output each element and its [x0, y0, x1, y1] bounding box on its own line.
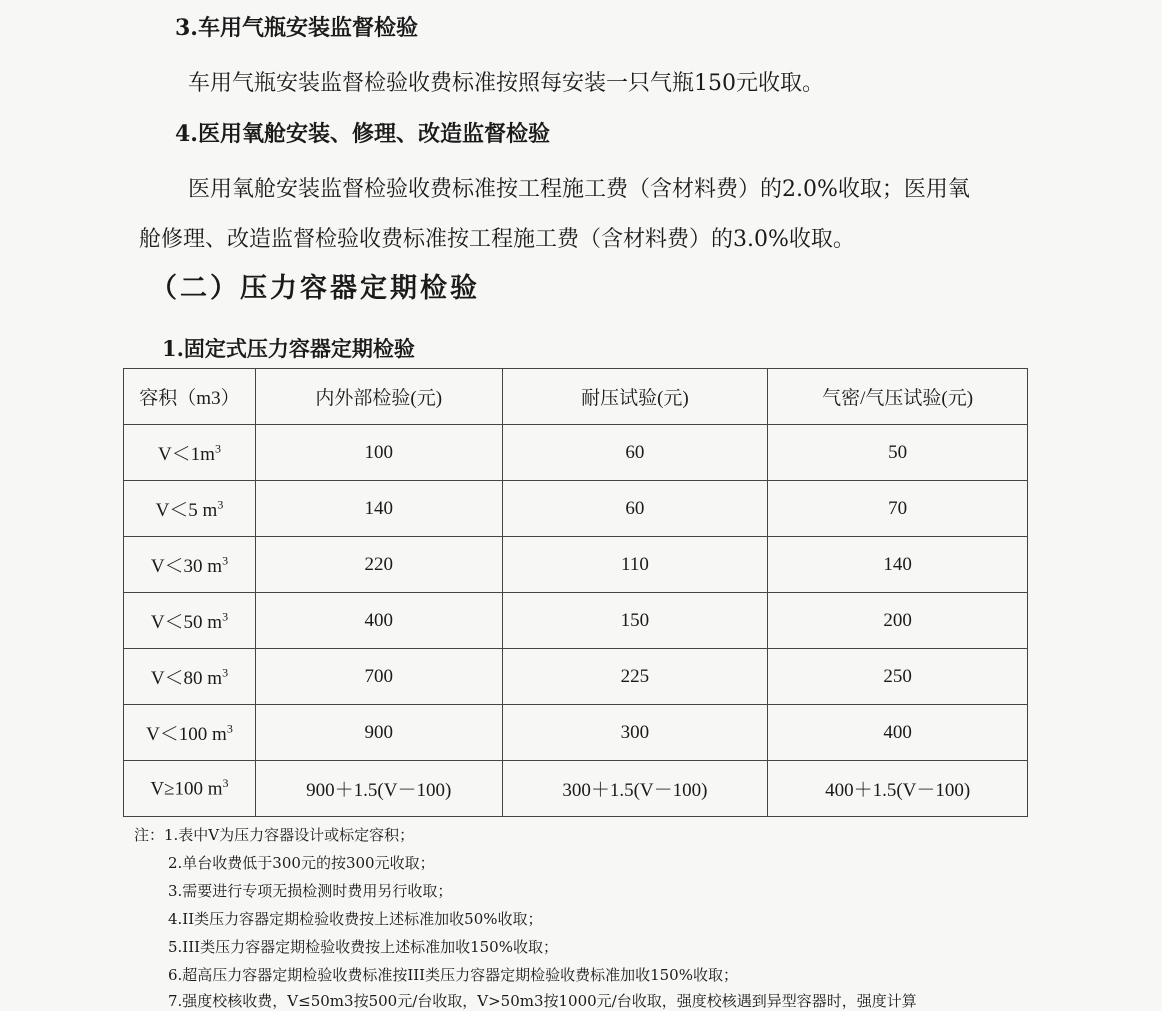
- cell-inner: 100: [255, 425, 502, 481]
- note-5: 5.III类压力容器定期检验收费按上述标准加收150%收取；: [168, 938, 558, 956]
- cell-pressure: 300＋1.5(V－100): [502, 761, 768, 817]
- cell-inner: 700: [255, 649, 502, 705]
- cell-inner: 400: [255, 593, 502, 649]
- header-pressure-test: 耐压试验(元): [502, 369, 768, 425]
- cell-volume: $V<1m^3$: [124, 425, 256, 481]
- note-3: 3.需要进行专项无损检测时费用另行收取；: [168, 882, 453, 900]
- note-4: 4.II类压力容器定期检验收费按上述标准加收50%收取；: [168, 910, 543, 928]
- note-1: 注：1.表中V为压力容器设计或标定容积；: [134, 826, 415, 844]
- cell-inner: 140: [255, 481, 502, 537]
- cell-inner: 220: [255, 537, 502, 593]
- section-4-text-line1: 医用氧舱安装监督检验收费标准按工程施工费（含材料费）的2.0%收取；医用氧: [188, 177, 970, 202]
- table-row: [124, 425, 1028, 481]
- cell-air: 140: [768, 537, 1028, 593]
- note-2: 2.单台收费低于300元的按300元收取；: [168, 854, 435, 872]
- section-3-text: 车用气瓶安装监督检验收费标准按照每安装一只气瓶150元收取。: [188, 71, 824, 96]
- cell-pressure: 150: [502, 593, 768, 649]
- header-volume: 容积（m3）: [124, 369, 256, 425]
- table-row: [124, 649, 1028, 705]
- cell-air: 400＋1.5(V－100): [768, 761, 1028, 817]
- fee-table: [123, 368, 1028, 817]
- cell-volume: V＜80 $m^3$: [124, 649, 256, 705]
- cell-volume: V＜50 $m^3$: [124, 593, 256, 649]
- subsection-1-title: 1.固定式压力容器定期检验: [162, 336, 415, 361]
- cell-pressure: 110: [502, 537, 768, 593]
- table-row: [124, 761, 1028, 817]
- note-7: 7.强度校核收费，V≤50m3按500元/台收取，V>50m3按1000元/台收取，强度校核遇到异型容器时，强度计算: [168, 992, 917, 1010]
- cell-pressure: 300: [502, 705, 768, 761]
- header-inner-outer: 内外部检验(元): [255, 369, 502, 425]
- section-3-title: 3.车用气瓶安装监督检验: [175, 15, 418, 41]
- header-air-test: 气密/气压试验(元): [768, 369, 1028, 425]
- cell-volume: V≥100 $m^3$: [124, 761, 256, 817]
- cell-pressure: 60: [502, 481, 768, 537]
- table-header-row: [124, 369, 1028, 425]
- cell-air: 250: [768, 649, 1028, 705]
- cell-air: 200: [768, 593, 1028, 649]
- cell-pressure: 225: [502, 649, 768, 705]
- cell-volume: V＜30 $m^3$: [124, 537, 256, 593]
- section-4-title: 4.医用氧舱安装、修理、改造监督检验: [175, 121, 550, 147]
- table-row: [124, 537, 1028, 593]
- cell-inner: 900＋1.5(V－100): [255, 761, 502, 817]
- cell-volume: V＜100 $m^3$: [124, 705, 256, 761]
- table-row: [124, 593, 1028, 649]
- note-6: 6.超高压力容器定期检验收费标准按III类压力容器定期检验收费标准加收150%收取；: [168, 966, 738, 984]
- cell-inner: 900: [255, 705, 502, 761]
- cell-air: 70: [768, 481, 1028, 537]
- table-row: [124, 705, 1028, 761]
- cell-air: 50: [768, 425, 1028, 481]
- cell-pressure: 60: [502, 425, 768, 481]
- part-2-heading: （二）压力容器定期检验: [150, 273, 480, 304]
- table-row: [124, 481, 1028, 537]
- cell-volume: V＜5 $m^3$: [124, 481, 256, 537]
- section-4-text-line2: 舱修理、改造监督检验收费标准按工程施工费（含材料费）的3.0%收取。: [139, 227, 855, 252]
- cell-air: 400: [768, 705, 1028, 761]
